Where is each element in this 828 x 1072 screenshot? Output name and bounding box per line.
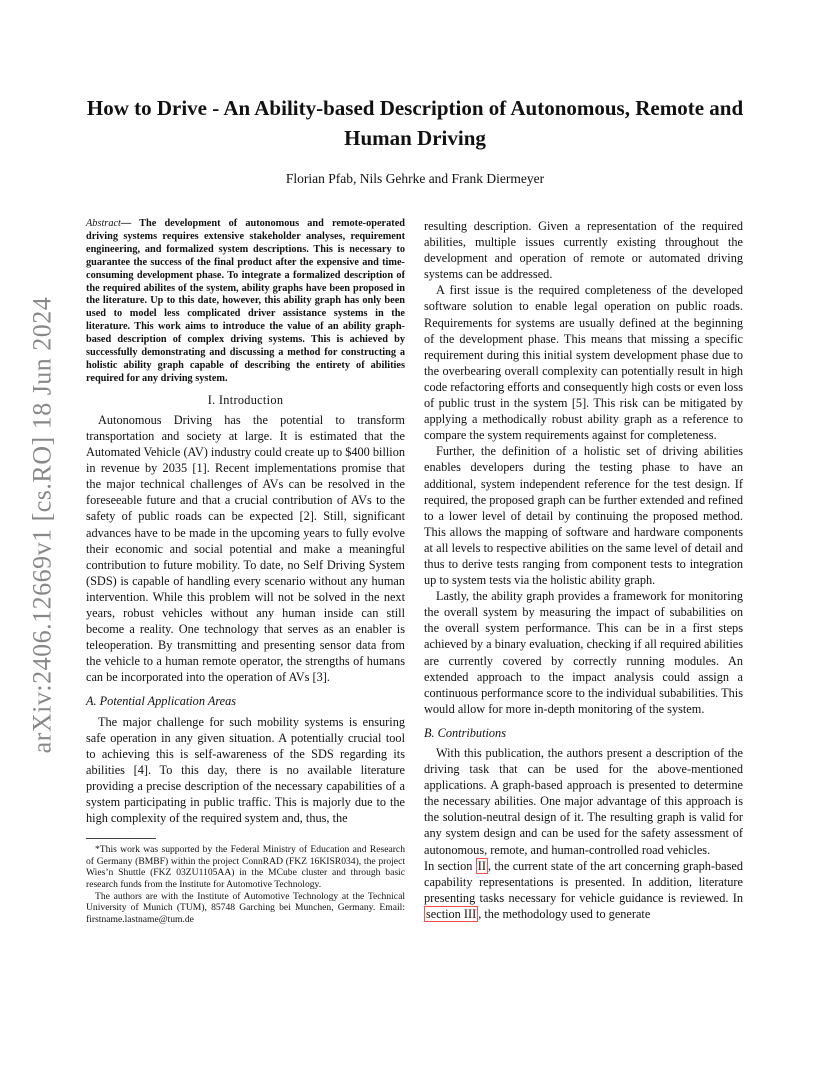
completeness-paragraph: A first issue is the required completeness of the developed software solution to enable legal operation on public roads. Requirements for systems are usually defined at the beginning of the development phase. This means that missing a specific requirement during this initial system development phase due to the overbearing overall complexity can potentially result in high code refactoring efforts and consequently high costs or even loss of public trust in the system [5]. This risk can be mitigated by applying a methodically robust ability graph as a reference to compare the system requirements against for completeness.	[424, 283, 743, 443]
section-ii-link[interactable]: II	[477, 858, 486, 873]
section-iii-link[interactable]: section III	[426, 906, 477, 921]
contributions-paragraph: With this publication, the authors present a description of the driving task that can be used for the above-mentioned applications. A graph-based approach is presented to determine the necessary abilities. One major advantage of this approach is the solution-neutral design of it. The resulting graph is valid for any system design and can be used for the safety assessment of autonomous, remote, and human-controlled road vehicles.	[424, 746, 743, 857]
monitoring-paragraph: Lastly, the ability graph provides a framework for monitoring the overall system by measuring the impact of subabilities on the overall system performance. This can be in a first steps achieved by a binary evaluation, checking if all required abilities are currently covered by correctly running modules. An extended approach to the impact analysis could assign a continuous performance score to the individual subabilities. This would allow for more in-depth monitoring of the system.	[424, 589, 743, 716]
testing-paragraph: Further, the definition of a holistic set of driving abilities enables developers during the testing phase to have an additional, system independent reference for the test design. If required, the proposed graph can be further extended and refined to a lower level of detail by continuing the proposed method. This allows the mapping of software and hardware components at all levels to respective abilities on the same level of detail and thus to derive tests ranging from component tests to integration up to system tests via the holistic ability graph.	[424, 444, 743, 588]
footnote-divider	[86, 838, 156, 839]
right-column	[424, 218, 743, 922]
application-areas-paragraph: The major challenge for such mobility systems is ensuring safe operation in any given situation. A potentially crucial tool to achieving this is self-awareness of the SDS regarding its abilities [4]. To this day, there is no available literature providing a precise description of the necessary capabilities of a system participating in public traffic. This is majorly due to the high complexity of the required system and, thus, the	[86, 714, 405, 826]
footnote-funding: *This work was supported by the Federal Ministry of Education and Research of Germany (BMBF) within the project ConnRAD (FKZ 16KISR034), the project Wies’n Shuttle (FKZ 03ZU1105AA) in the MCube cluster and through basic research funds from the Institute for Automotive Technology.	[86, 844, 405, 890]
paper-title: How to Drive - An Ability-based Description of Autonomous, Remote and Human Driving	[86, 96, 744, 150]
abstract-label: Abstract	[86, 218, 121, 229]
subsection-heading-contributions: B. Contributions	[424, 725, 506, 740]
section-heading-introduction: I. Introduction	[207, 392, 284, 407]
left-column	[86, 218, 405, 925]
author-list: Florian Pfab, Nils Gehrke and Frank Diermeyer	[285, 171, 545, 186]
outline-text-2: , the current state of the art concerning graph-based capability representations is presented. In addition, literature presenting tasks necessary for vehicle guidance is reviewed. In	[424, 858, 744, 905]
footnote-affiliation: The authors are with the Institute of Automotive Technology at the Technical University of Munich (TUM), 85748 Garching bei Munchen, Germany. Email: firstname.lastname@tum.de	[86, 890, 405, 925]
outline-text-1: In section	[424, 858, 476, 873]
abstract	[86, 218, 405, 386]
subsection-heading-application-areas: A. Potential Application Areas	[86, 694, 237, 709]
abstract-text: — The development of autonomous and remote-operated driving systems requires extensive stakeholder analyses, requirement engineering, and formalized system descriptions. This is necessary to guarantee the success of the final product after the expensive and time-consuming development phase. To integrate a formalized description of the required abilites of the system, ability graphs have been proposed in the literature. Up to this date, however, this ability graph has only been used to model less complicated driver assistance systems in the literature. This work aims to introduce the value of an ability graph-based description of complex driving systems. This is achieved by successfully demonstrating and discussing a method for constructing a holistic ability graph capable of describing the entirety of abilities required for any driving system.	[86, 218, 405, 384]
intro-paragraph: Autonomous Driving has the potential to transform transportation and society at large. It is estimated that the Automated Vehicle (AV) industry could create up to $400 billion in revenue by 2035 [1]. Recent implementations promise that the major technical challenges of AVs can be resolved in the foreseeable future and that a crucial contribution of AVs to the safety of public roads can be expected [2]. Still, significant advances have to be made in the upcoming years to fully evolve their economic and social potential and make a meaningful contribution to future mobility. To date, no Self Driving System (SDS) is capable of handling every scenario without any human intervention. While this problem will not be solved in the next years, robust vehicles without any human inside can still become a reality. One technology that serves as an enabler is teleoperation. By transmitting and presenting sensor data from the vehicle to a human remote operator, the strengths of humans can be incorporated into the operation of AVs [3].	[86, 412, 405, 685]
arxiv-side-identifier	[22, 290, 62, 760]
continued-paragraph: resulting description. Given a representation of the required abilities, multiple issues currently existing throughout the development and operation of remote or automated driving systems can be addressed.	[424, 219, 743, 282]
outline-paragraph	[424, 858, 743, 922]
arxiv-id-text: arXiv:2406.12669v1 [cs.RO] 18 Jun 2024	[27, 296, 57, 754]
outline-text-3: , the methodology used to generate	[478, 906, 651, 921]
